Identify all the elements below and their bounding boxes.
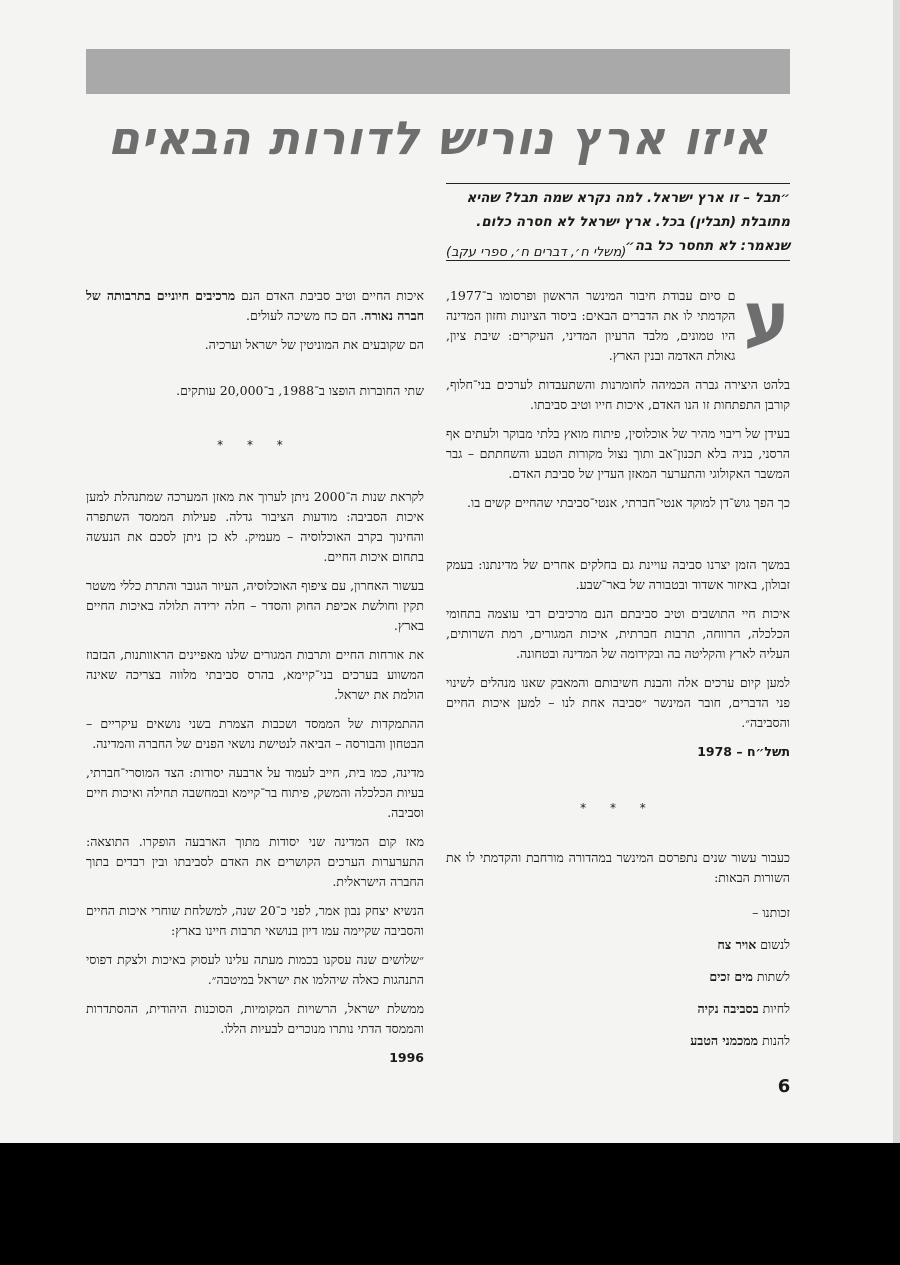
list-item-text: לשתות (752, 969, 790, 984)
year-line: 1996 (389, 1050, 424, 1065)
list-item-text: להנות (758, 1033, 790, 1048)
list-item (446, 1030, 790, 1051)
paragraph-text: ם סיום עבודת חיבור המינשר הראשון ופרסומו ב־1977, הקדמתי לו את הדברים הבאים: ביסוד הציונות וחזון המדינה היו טמונים, מלבד הרעיון המדיני, העיקרים: שיבת ציון, גאולת האדמה ובנין הארץ. (446, 288, 736, 363)
paragraph: ״שלושים שנה עסקנו בכמות מעתה עלינו לעסוק באיכות ולצקת דפוסי התנהגות כאלה שיהלמו את ישראל במיטבה״. (86, 952, 424, 987)
quote-top-rule (446, 183, 790, 184)
page-edge (893, 0, 900, 1143)
list-item-bold: ממכמני הטבע (690, 1033, 759, 1048)
page-number: 6 (777, 1076, 791, 1097)
paragraph: הנשיא יצחק נבון אמר, לפני כ־20 שנה, למשלחת שוחרי איכות החיים והסביבה שקיימה עמו דיון בנושאי תרבות חיינו בארץ: (86, 903, 425, 938)
page-title: איזו ארץ נוריש לדורות הבאים (107, 111, 769, 165)
paragraph: בעידן של ריבוי מהיר של אוכלוסין, פיתוח מואץ בלתי מבוקר ולעתים אף הרסני, בניה בלא תכנון־אב ותוך נצול מקורות הטבע והשחתתם – גבר המשבר האקולוגי והתערער המאזן העדין של סביבת האדם. (446, 426, 790, 481)
paragraph-text: איכות החיים וטיב סביבת האדם הנם (235, 288, 424, 303)
header-bar (86, 49, 790, 94)
epigraph-source: (משלי ח׳, דברים ח׳, ספרי עקב) (446, 245, 627, 260)
right-column (446, 277, 790, 1062)
paragraph (446, 277, 790, 366)
paragraph: את אורחות החיים ותרבות המגורים שלנו מאפיינים הראוותנות, הבזבוז המשווע בערכים בני־קיימא, בהרס סביבתי מלווה בצריכה שאינה הולמת את ישראל. (86, 647, 424, 702)
paragraph: כעבור עשור שנים נתפרסם המינשר במהדורה מורחבת והקדמתי לו את השורות הבאות: (446, 850, 790, 885)
section-divider-stars: * * * (580, 801, 656, 815)
quote-bottom-rule (446, 260, 790, 261)
paragraph (86, 286, 424, 326)
paragraph: במשך הזמן יצרנו סביבה עויינת גם בחלקים אחרים של מדינתנו: בעמק זבולון, באיזור אשדוד ובטבורה של באר־שבע. (446, 557, 790, 592)
list-item-text: לחיות (758, 1001, 790, 1016)
paragraph: מאז קום המדינה שני יסודות מתוך הארבעה הופקרו. התוצאה: התערערות הערכים הקושרים את האדם לסביבתו ובין רבדים בתוך החברה הישראלית. (86, 834, 424, 889)
paragraph-bold: מרכיבים חיוניים בתרבותה של חברה נאורה (86, 288, 424, 323)
paragraph: הם שקובעים את המוניטין של ישראל וערכיה. (204, 337, 424, 352)
list-item-text: זכותנו – (752, 905, 790, 920)
paragraph-text: . הם כח משיכה לעולים. (246, 308, 365, 323)
paragraph: איכות חיי התושבים וטיב סביבתם הנם מרכיבים רבי עוצמה בתחומי הכלכלה, הרווחה, תרבות חברתית, איכות המגורים, רמת השרותים, העליה לארץ והקליטה בה ובקידומה של המדינה ובטחונה. (446, 606, 790, 661)
list-item (446, 998, 790, 1019)
paragraph: בעשור האחרון, עם ציפוף האוכלוסיה, העיור הגובר והתרת כללי משטר תקין וחולשת אכיפת החוק והסדר – חלה ירידה תלולה באיכות החיים בארץ. (86, 578, 424, 633)
left-column (86, 286, 424, 1077)
paragraph: בלהט היצירה גברה הכמיהה לחומרנות והשתעבדות לערכים בני־חלוף, קורבן התפתחות זו הנו האדם, איכות חייו וטיב סביבתו. (446, 377, 790, 412)
list-item (446, 902, 790, 923)
list-item-bold: בסביבה נקיה (697, 1001, 759, 1016)
list-item (446, 966, 790, 987)
date-line: תשל״ח – 1978 (697, 744, 790, 759)
list-item (446, 934, 790, 955)
rights-list (446, 902, 790, 1051)
list-item-bold: מים זכים (709, 969, 753, 984)
paragraph: למען קיום ערכים אלה והבנת חשיבותם והמאבק שאנו מנהלים לשינוי פני הדברים, חובר המינשר ״סביבה אחת לנו – למען איכות החיים והסביבה״. (446, 675, 790, 730)
list-item-text: לנשום (756, 937, 790, 952)
epigraph-quote: ״תבל – זו ארץ ישראל. למה נקרא שמה תבל? שהיא מתובלת (תבלין) בכל. ארץ ישראל לא חסרה כלום. שנאמר: לא תחסר כל בה״ (466, 190, 790, 254)
paragraph: לקראת שנות ה־2000 ניתן לערוך את מאזן המערכה שמתנהלת למען איכות הסביבה: מודעות הציבור גדלה. פעילות הממסד השתפרה והחינוך בקרב האוכלוסיה – מעמיק. לא כן ניתן לסכם את הנעשה בתחום איכות החיים. (86, 489, 425, 564)
paragraph: ההתמקדות של הממסד ושכבות הצמרת בשני נושאים עיקריים – הבטחון והבורסה – הביאה לנטישת נושאי הפנים של החברה והמדינה. (86, 716, 424, 751)
drop-cap: ע (743, 277, 790, 359)
paragraph: כך הפך גוש־דן למוקד אנטי־חברתי, אנטי־סביבתי שהחיים קשים בו. (467, 495, 790, 510)
paragraph: מדינה, כמו בית, חייב לעמוד על ארבעה יסודות: הצד המוסרי־חברתי, בעיות הכלכלה והמשק, פיתוח בר־קיימא ובמחשבה תחילה ואיכות חיים וסביבה. (86, 765, 424, 820)
section-divider-stars: * * * (217, 438, 293, 452)
paragraph: ממשלת ישראל, הרשויות המקומיות, הסוכנות היהודית, ההסתדרות והממסד הדתי נותרו מנוכרים לבעיות הללו. (86, 1001, 424, 1036)
paragraph: שתי החוברות הופצו ב־1988, ב־20,000 עותקים. (176, 383, 424, 398)
list-item-bold: אויר צח (717, 937, 757, 952)
